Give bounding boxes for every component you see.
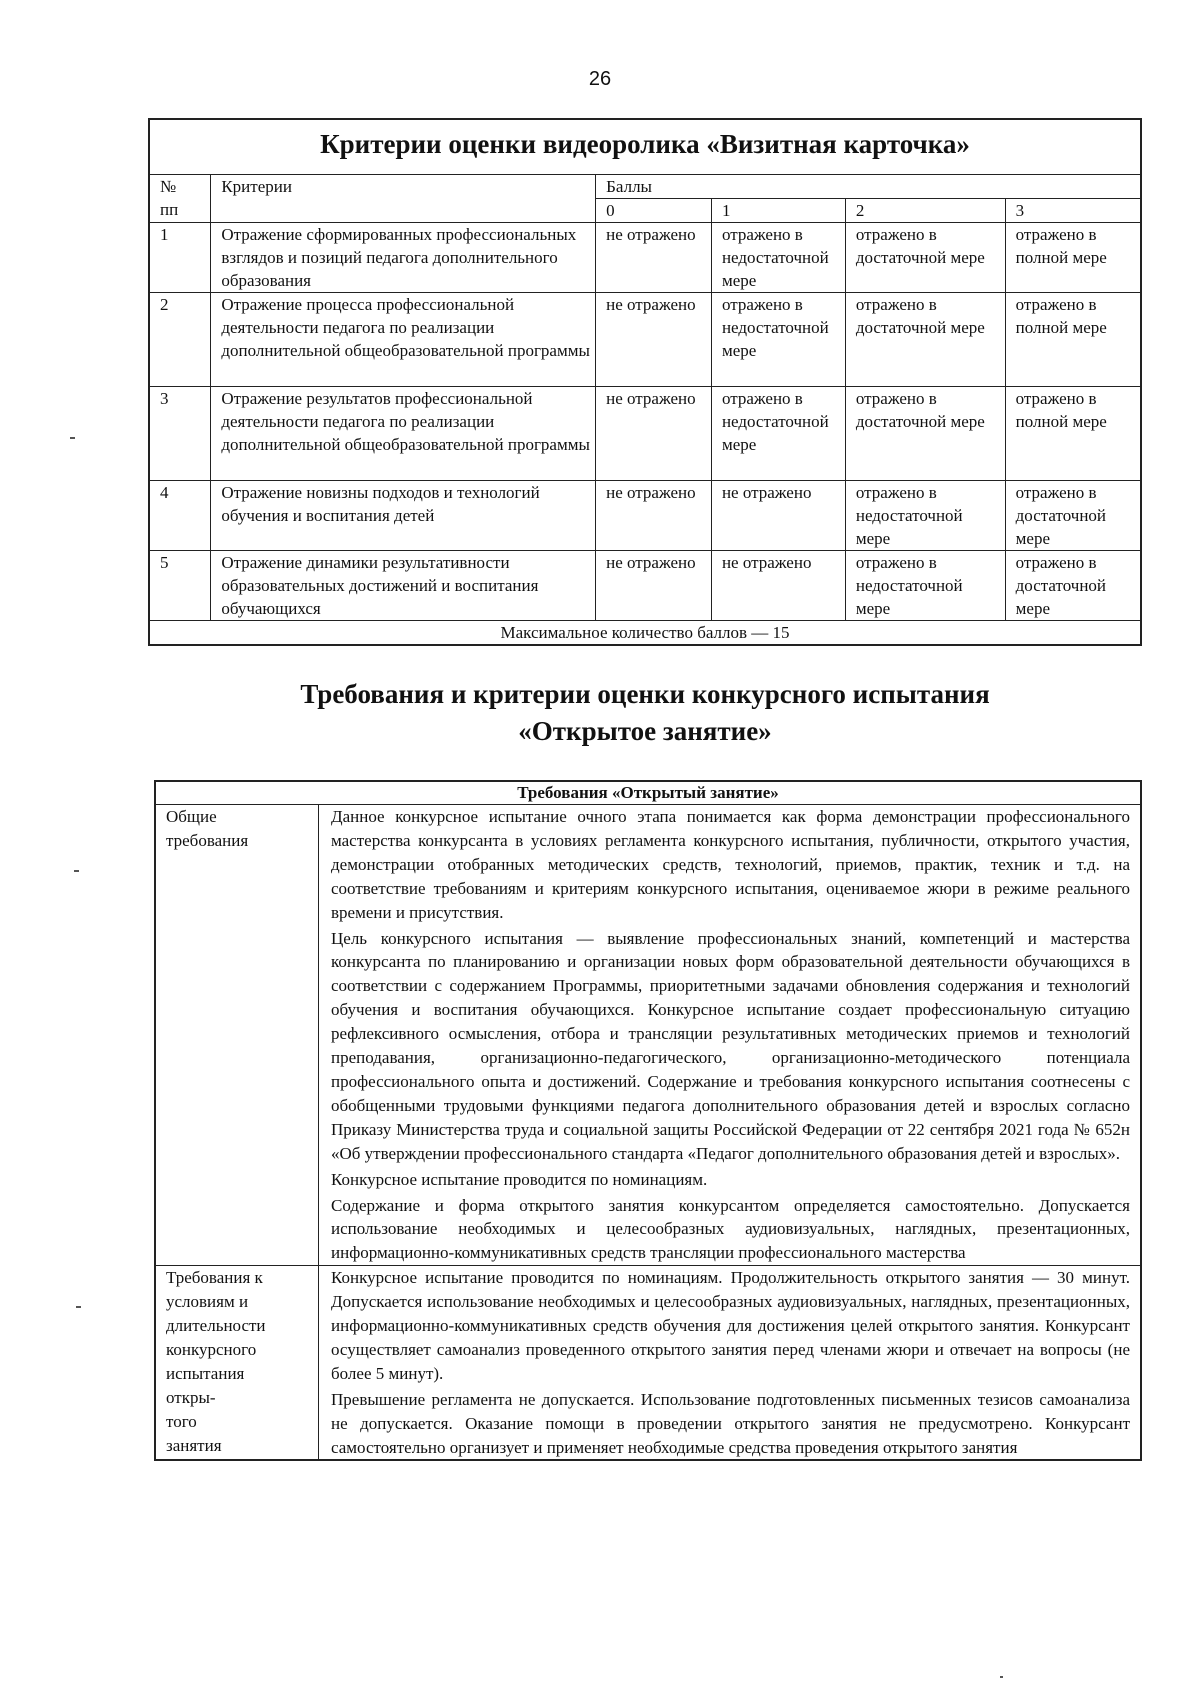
row-score-2: отражено в недостаточной мере <box>845 551 1005 621</box>
row-num: 5 <box>149 551 211 621</box>
paragraph: Превышение регламента не допускается. Использование подготовленных письменных тезисов самоанализа не допускается. Оказание помощи в проведении открытого занятия не предусмотрено. Конкурсант самостоятельно организует и применяет необходимые средства проведения открытого занятия <box>331 1389 1130 1457</box>
header-score-1: 1 <box>711 199 845 223</box>
criteria-table <box>148 118 1142 646</box>
criteria-table-title: Критерии оценки видеоролика «Визитная карточка» <box>149 119 1141 175</box>
label-line: длительности <box>166 1316 266 1336</box>
paragraph: Данное конкурсное испытание очного этапа понимается как форма демонстрации профессионального мастерства конкурсанта в условиях регламента конкурсного испытания, публичности, открытого участия, демонстрации отобранных методических средств, технологий, приемов, практик, техник и т.д. на соответствие требованиям и критериям конкурсного испытания, оцениваемое жюри в режиме реального времени и присутствия. <box>331 807 1130 922</box>
header-score-2: 2 <box>845 199 1005 223</box>
label-line: того <box>166 1411 197 1431</box>
row-criterion: Отражение новизны подходов и технологий обучения и воспитания детей <box>211 481 596 551</box>
row-label-general <box>155 805 319 1266</box>
requirements-table-header: Требования «Открытый занятие» <box>155 781 1141 805</box>
row-score-2: отражено в достаточной мере <box>845 223 1005 293</box>
table-row <box>155 805 1141 1266</box>
label-line: испытания <box>166 1363 245 1383</box>
general-requirements-label: Общие требования <box>166 807 249 850</box>
label-line <box>166 1266 314 1290</box>
section-heading-line2: «Открытое занятие» <box>518 716 772 746</box>
paragraph: Конкурсное испытание проводится по номинациям. <box>331 1169 708 1189</box>
table-row <box>155 1266 1141 1461</box>
header-score-3: 3 <box>1005 199 1141 223</box>
row-content-conditions <box>319 1266 1142 1461</box>
requirements-table <box>154 780 1142 1461</box>
header-criteria: Критерии <box>211 175 596 223</box>
row-content-general <box>319 805 1142 1266</box>
row-criterion: Отражение динамики результативности образовательных достижений и воспитания обучающихся <box>211 551 596 621</box>
row-score-3: отражено в полной мере <box>1005 293 1141 387</box>
section-heading-line1: Требования и критерии оценки конкурсного испытания <box>300 679 990 709</box>
paragraph: Конкурсное испытание проводится по номинациям. Продолжительность открытого занятия — 30 минут. Допускается использование необходимых и целесообразных аудиовизуальных, наглядных, презентационных, информационно-коммуникативных средств обучения для достижения целей открытого занятия. Конкурсант осуществляет самоанализ проведенного открытого занятия перед членами жюри и отвечает на вопросы (не более 5 минут). <box>331 1268 1130 1383</box>
max-score-footer: Максимальное количество баллов — 15 <box>149 621 1141 646</box>
row-score-0: не отражено <box>596 551 712 621</box>
row-score-0: не отражено <box>596 293 712 387</box>
row-score-3: отражено в полной мере <box>1005 223 1141 293</box>
paragraph: Содержание и форма открытого занятия конкурсантом определяется самостоятельно. Допускается использование необходимых и целесообразных аудиовизуальных, наглядных, презентационных, информационно-коммуникативных средств трансляции профессионального мастерства <box>331 1195 1130 1263</box>
page-number: 26 <box>588 68 612 90</box>
section-heading <box>148 676 1142 750</box>
label-line: занятия <box>166 1435 222 1455</box>
row-score-1: не отражено <box>711 481 845 551</box>
row-criterion: Отражение процесса профессиональной деятельности педагога по реализации дополнительной общеобразовательной программы <box>211 293 596 387</box>
label-line <box>166 1290 314 1314</box>
row-criterion: Отражение сформированных профессиональных взглядов и позиций педагога дополнительного образования <box>211 223 596 293</box>
row-score-0: не отражено <box>596 481 712 551</box>
row-score-2: отражено в недостаточной мере <box>845 481 1005 551</box>
row-score-3: отражено в достаточной мере <box>1005 551 1141 621</box>
header-score-0: 0 <box>596 199 712 223</box>
row-score-3: отражено в полной мере <box>1005 387 1141 481</box>
scan-mark <box>70 437 75 439</box>
row-score-3: отражено в достаточной мере <box>1005 481 1141 551</box>
label-line-text: условиям и <box>166 1292 249 1312</box>
label-line-text: Требования к <box>166 1268 263 1288</box>
row-score-1: не отражено <box>711 551 845 621</box>
row-score-0: не отражено <box>596 223 712 293</box>
row-score-2: отражено в достаточной мере <box>845 293 1005 387</box>
label-line: конкурсного <box>166 1339 257 1359</box>
table-row <box>149 223 1141 293</box>
row-score-1: отражено в недостаточной мере <box>711 223 845 293</box>
row-num: 3 <box>149 387 211 481</box>
row-score-1: отражено в недостаточной мере <box>711 387 845 481</box>
table-row <box>149 387 1141 481</box>
paragraph: Цель конкурсного испытания — выявление профессиональных знаний, компетенций и мастерства конкурсанта по планированию и организации новых форм образовательной деятельности обучающихся в соответствии с содержанием Программы, приоритетными задачами обновления содержания и технологий обучения и воспитания обучающихся. Конкурсное испытание создает профессиональную ситуацию рефлексивного осмысления, отбора и трансляции результативных методических приемов и технологий преподавания, организационно-педагогического, организационно-методического потенциала профессионального опыта и достижений. Содержание и требования конкурсного испытания соотнесены с обобщенными трудовыми функциями педагога дополнительного образования детей и взрослых согласно Приказу Министерства труда и социальной защиты Российской Федерации от 22 сентября 2021 года № 652н «Об утверждении профессионального стандарта «Педагог дополнительного образования детей и взрослых». <box>331 928 1130 1163</box>
header-points: Баллы <box>596 175 1141 199</box>
row-score-0: не отражено <box>596 387 712 481</box>
row-criterion: Отражение результатов профессиональной деятельности педагога по реализации дополнительной общеобразовательной программы <box>211 387 596 481</box>
scan-mark <box>74 870 79 872</box>
label-line: откры- <box>166 1387 216 1407</box>
row-label-conditions <box>155 1266 319 1461</box>
row-score-1: отражено в недостаточной мере <box>711 293 845 387</box>
scan-mark <box>1000 1676 1003 1678</box>
table-row <box>149 293 1141 387</box>
row-num: 1 <box>149 223 211 293</box>
table-row <box>149 551 1141 621</box>
row-num: 4 <box>149 481 211 551</box>
row-score-2: отражено в достаточной мере <box>845 387 1005 481</box>
scan-mark <box>76 1306 81 1308</box>
header-num: № пп <box>149 175 211 223</box>
table-row <box>149 481 1141 551</box>
row-num: 2 <box>149 293 211 387</box>
